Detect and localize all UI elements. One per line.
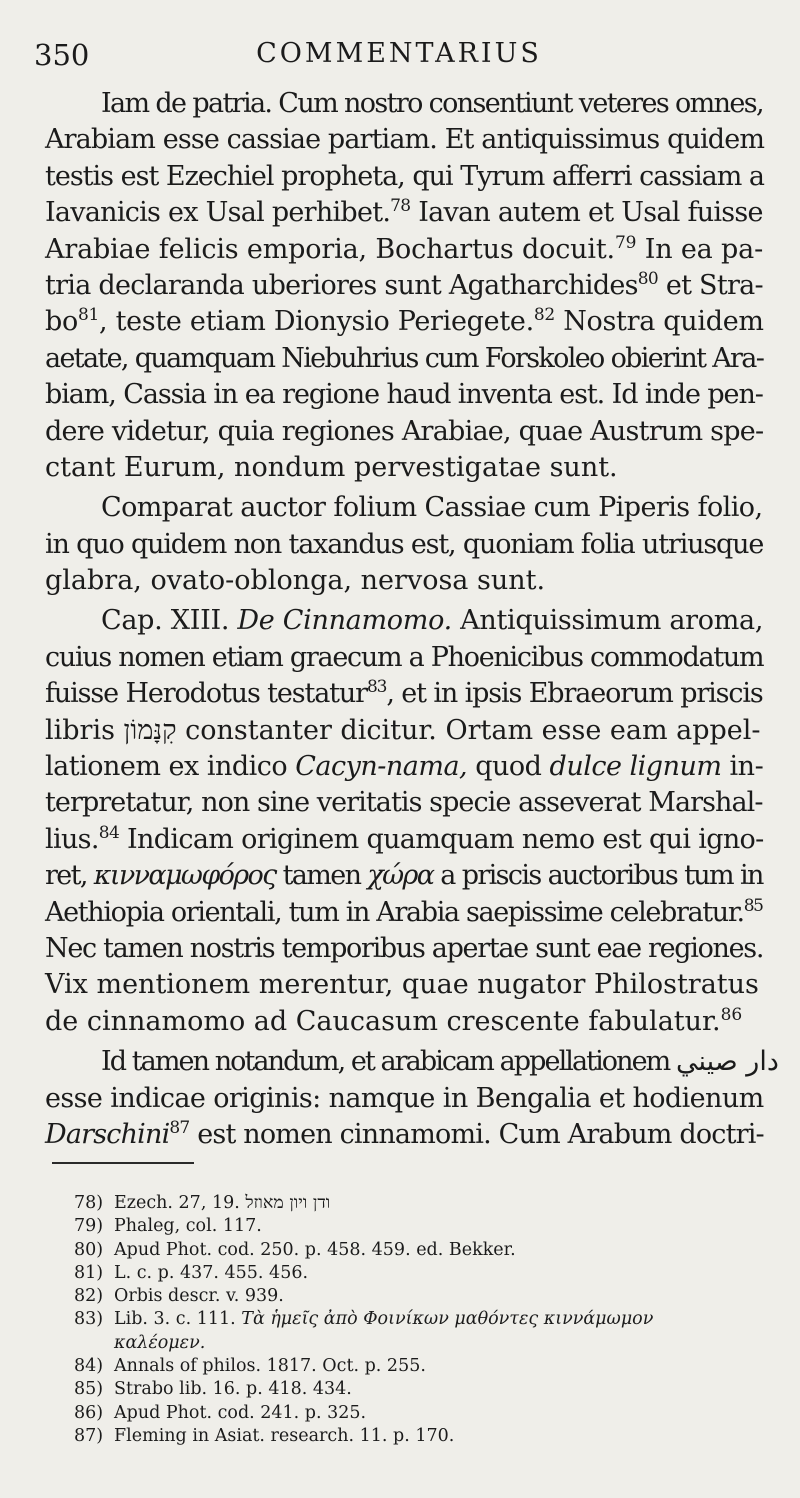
line-text: ctant Eurum, nondum pervestigatae sunt. xyxy=(45,451,618,483)
footnote xyxy=(74,1215,774,1238)
line-text: Antiquissimum aroma, xyxy=(451,605,764,637)
text-line xyxy=(45,676,763,712)
text-line xyxy=(45,1004,763,1040)
line-text: Nec tamen nostris temporibus apertae sunt eae regiones. xyxy=(45,932,764,964)
footnote-number: 80) xyxy=(74,1239,104,1260)
line-text: bo xyxy=(45,306,78,338)
text-line xyxy=(45,527,763,563)
footnote-number: 87) xyxy=(74,1425,104,1446)
line-text: terpretatur, non sine veritatis specie asseverat Marshal- xyxy=(45,787,763,819)
line-text: , teste etiam Dionysio Periegete. xyxy=(99,306,534,338)
text-line xyxy=(45,195,763,231)
footnote-text: Ezech. 27, 19. xyxy=(114,1193,246,1213)
line-text: Aethiopia orientali, tum in Arabia saepissime celebratur. xyxy=(45,896,744,928)
text-line xyxy=(45,895,763,931)
footnote xyxy=(74,1262,774,1285)
line-text: quod xyxy=(467,751,550,783)
footnote xyxy=(74,1308,774,1331)
footnote-number: 84) xyxy=(74,1356,104,1377)
running-head: COMMENTARIUS xyxy=(256,38,542,69)
line-text: in quo quidem non taxandus est, quoniam folia utriusque xyxy=(45,528,764,560)
text-line xyxy=(45,785,763,821)
footnote-text: Apud Phot. cod. 250. p. 458. 459. ed. Bekker. xyxy=(114,1239,516,1260)
text-line xyxy=(45,86,763,122)
footnote-ref: 84 xyxy=(98,822,120,843)
footnote-ref: 83 xyxy=(366,677,387,698)
italic-text: χώρα xyxy=(367,860,434,892)
line-text: libris xyxy=(45,714,124,746)
text-line xyxy=(45,341,763,377)
line-text: In ea pa- xyxy=(636,233,764,265)
line-text: ret, xyxy=(45,860,94,892)
italic-text: Darschini xyxy=(45,1118,170,1150)
line-text: Iavan autem et Usal fuisse xyxy=(410,197,763,229)
line-text: de cinnamomo ad Caucasum crescente fabulatur. xyxy=(45,1005,721,1037)
footnote-ref: 87 xyxy=(169,1117,190,1138)
footnote-text: Annals of philos. 1817. Oct. p. 255. xyxy=(114,1356,426,1377)
text-line xyxy=(45,749,763,785)
line-text: lationem ex indico xyxy=(45,751,296,783)
arabic-word: دار صيني xyxy=(676,1046,779,1078)
hebrew-word: קִנָּמוֹן xyxy=(123,714,177,746)
line-text: Arabiae felicis emporia, Bochartus docuit. xyxy=(45,233,615,265)
footnotes xyxy=(74,1192,774,1448)
footnote-number: 81) xyxy=(74,1262,104,1283)
hebrew-quote: ודן ויון מאוזל xyxy=(245,1193,331,1213)
text-line xyxy=(45,1044,779,1080)
text-line xyxy=(45,967,763,1003)
line-text: biam, Cassia in ea regione haud inventa est. Id inde pen- xyxy=(45,379,763,411)
line-text: fuisse Herodotus testatur xyxy=(45,678,367,710)
page-header xyxy=(34,32,764,80)
line-text: Cap. XIII. xyxy=(101,605,238,637)
greek-quote: Τὰ ἡμεῖς ἀπὸ Φοινίκων μαθόντες κιννάμωμον xyxy=(241,1309,654,1330)
text-line xyxy=(45,377,763,413)
footnote xyxy=(74,1332,774,1355)
line-text: tria declaranda uberiores sunt Agatharchides xyxy=(45,269,638,301)
line-text: cuius nomen etiam graecum a Phoenicibus commodatum xyxy=(45,641,764,673)
footnote-number: 79) xyxy=(74,1216,104,1237)
line-text: Cum Arabum doctri- xyxy=(490,1118,764,1150)
footnote-text: Phaleg, col. 117. xyxy=(114,1216,262,1237)
footnote-number: 83) xyxy=(74,1309,104,1330)
text-line xyxy=(45,931,763,967)
footnote-ref: 78 xyxy=(390,196,411,217)
text-line xyxy=(45,603,763,639)
line-text: aetate, quamquam Niebuhrius cum Forskoleo obierint Ara- xyxy=(45,342,764,374)
text-line xyxy=(45,268,763,304)
body-text xyxy=(45,86,779,1153)
line-text: in- xyxy=(721,751,764,783)
text-line xyxy=(45,122,763,158)
line-text: Indicam originem quamquam nemo est qui igno- xyxy=(119,823,764,855)
line-text: Iam de patria. Cum nostro consentiunt veteres omnes, xyxy=(101,88,763,119)
text-line xyxy=(45,450,763,486)
footnote-text: Strabo lib. 16. p. 418. 434. xyxy=(114,1379,352,1400)
italic-text: κινναμωφόρος xyxy=(93,860,276,892)
line-text: testis est Ezechiel propheta, qui Tyrum afferri cassiam a xyxy=(45,160,765,192)
footnote-ref: 81 xyxy=(77,305,99,326)
line-text: constanter dicitur. Ortam esse eam appel- xyxy=(176,714,761,746)
footnote-ref: 82 xyxy=(533,305,555,326)
text-line xyxy=(45,159,763,195)
footnote-rule xyxy=(52,1162,194,1164)
footnote xyxy=(74,1425,774,1448)
line-text: Id tamen notandum, et arabicam appellationem xyxy=(101,1046,676,1078)
footnote-number: 78) xyxy=(74,1193,104,1213)
footnote-number: 86) xyxy=(74,1402,104,1423)
line-text: Iavanicis ex Usal perhibet. xyxy=(45,197,391,229)
line-text: tamen xyxy=(275,860,368,892)
footnote-text: Fleming in Asiat. research. 11. p. 170. xyxy=(114,1425,455,1446)
line-text: Arabiam esse cassiae partiam. Et antiquissimus quidem xyxy=(45,124,765,156)
footnote-text: Apud Phot. cod. 241. p. 325. xyxy=(114,1402,367,1423)
footnote-number: 85) xyxy=(74,1379,104,1400)
text-line xyxy=(45,822,763,858)
footnote-text: Lib. 3. c. 111. xyxy=(114,1309,242,1330)
italic-text: De Cinnamomo. xyxy=(237,605,452,637)
italic-text: Cacyn-nama, xyxy=(295,751,468,783)
footnote-ref: 79 xyxy=(614,232,637,253)
footnote-ref: 80 xyxy=(637,268,658,289)
line-text: Vix mentionem merentur, quae nugator Philostratus xyxy=(45,969,759,1001)
line-text: dere videtur, quia regiones Arabiae, quae Austrum spe- xyxy=(45,415,764,447)
italic-text: dulce lignum xyxy=(549,751,722,783)
footnote-text: L. c. p. 437. 455. 456. xyxy=(114,1262,309,1283)
footnote xyxy=(74,1239,774,1262)
text-line xyxy=(45,858,763,894)
text-line xyxy=(45,1117,763,1153)
footnote-number: 82) xyxy=(74,1286,104,1307)
footnote-text: Orbis descr. v. 939. xyxy=(114,1286,284,1307)
greek-quote: καλέομεν. xyxy=(114,1332,206,1353)
text-line xyxy=(45,232,763,268)
line-text: glabra, ovato-oblonga, nervosa sunt. xyxy=(45,565,546,597)
footnote xyxy=(74,1355,774,1378)
text-line xyxy=(45,304,763,340)
page-number: 350 xyxy=(34,38,90,72)
line-text: , et in ipsis Ebraeorum priscis xyxy=(386,678,763,710)
footnote xyxy=(74,1285,774,1308)
text-line xyxy=(45,640,763,676)
line-text: est nomen cinnamomi. xyxy=(189,1118,491,1150)
text-line xyxy=(45,563,763,599)
line-text: esse indicae originis: namque in Bengalia et hodienum xyxy=(45,1082,764,1114)
footnote-ref: 86 xyxy=(720,1004,743,1025)
text-line xyxy=(45,1081,763,1117)
text-line xyxy=(45,490,763,526)
line-text: Nostra quidem xyxy=(554,306,764,338)
footnote xyxy=(74,1402,774,1425)
text-line xyxy=(45,414,763,450)
text-line xyxy=(45,713,763,749)
line-text: Comparat auctor folium Cassiae cum Piperis folio, xyxy=(101,492,763,524)
line-text: lius. xyxy=(45,823,99,855)
footnote xyxy=(74,1192,774,1215)
line-text: et Stra- xyxy=(657,269,763,301)
line-text: a priscis auctoribus tum in xyxy=(433,860,763,892)
footnote-ref: 85 xyxy=(743,895,763,916)
footnote xyxy=(74,1378,774,1401)
